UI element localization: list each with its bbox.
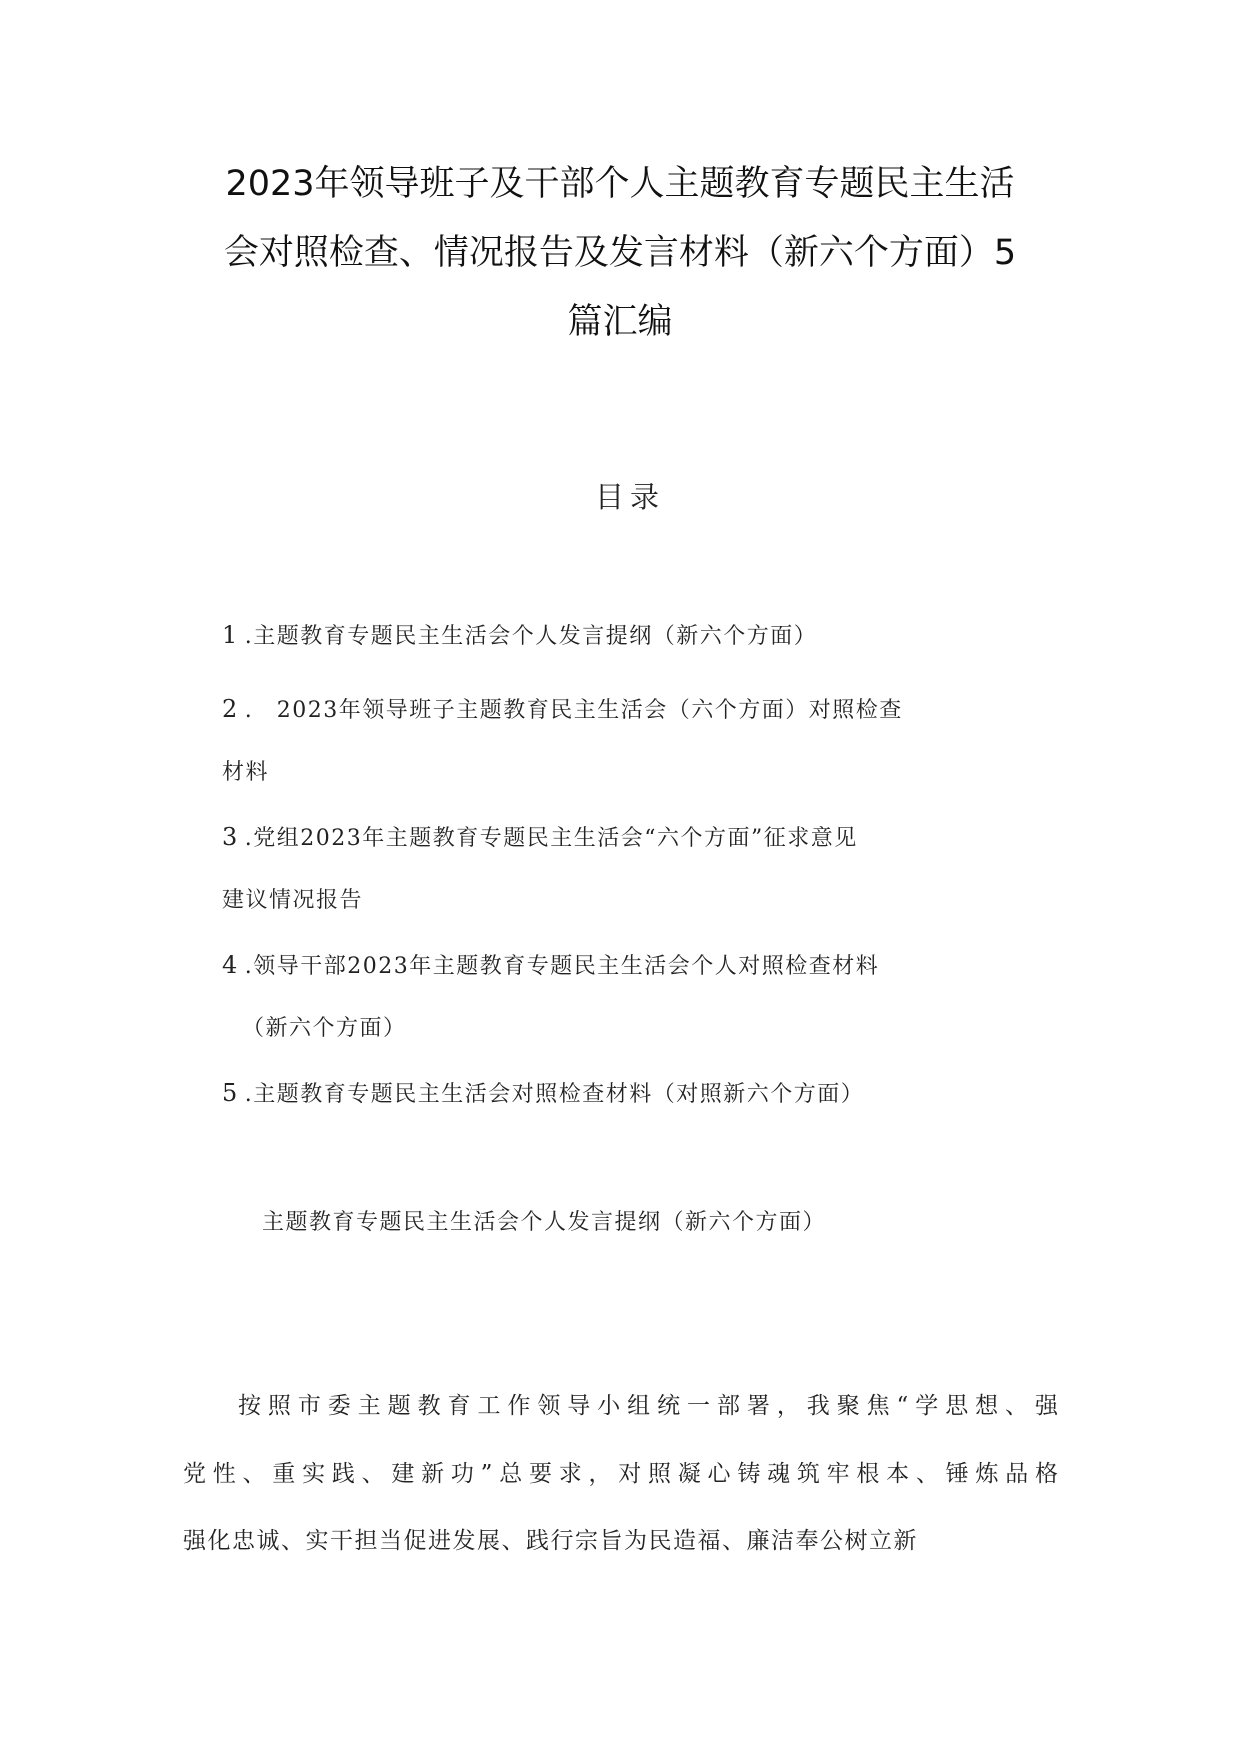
document-title xyxy=(215,150,1025,357)
toc-item-text: （新六个方面） xyxy=(242,1016,407,1041)
toc-item-text: .党组2023年主题教育专题民主生活会“六个方面”征求意见 xyxy=(244,826,858,851)
toc-item-5[interactable] xyxy=(222,1078,864,1110)
toc-item-2[interactable] xyxy=(222,694,903,726)
toc-item-1[interactable] xyxy=(222,620,817,652)
toc-item-text: .领导干部2023年主题教育专题民主生活会个人对照检查材料 xyxy=(244,954,880,979)
toc-item-4[interactable] xyxy=(222,950,879,982)
section-title: 主题教育专题民主生活会个人发言提纲（新六个方面） xyxy=(262,1210,827,1235)
body-line: 按照市委主题教育工作领导小组统一部署，我聚焦“学思想、强 xyxy=(238,1393,1058,1419)
toc-item-text: 建议情况报告 xyxy=(222,888,364,913)
toc-number: 1 xyxy=(222,621,239,649)
toc-heading: 目录 xyxy=(594,480,665,514)
title-line: 2023年领导班子及干部个人主题教育专题民主生活 xyxy=(225,164,1015,204)
toc-item-3-continued[interactable] xyxy=(222,886,363,916)
toc-item-3[interactable] xyxy=(222,822,858,854)
toc-item-text: 材料 xyxy=(222,760,270,785)
toc-number: 2 xyxy=(222,695,239,723)
toc-number: 3 xyxy=(222,823,239,851)
body-line: 党性、重实践、建新功”总要求，对照凝心铸魂筑牢根本、锤炼品格 xyxy=(183,1461,1058,1487)
toc-item-text: .主题教育专题民主生活会对照检查材料（对照新六个方面） xyxy=(244,1082,865,1107)
toc-number: 5 xyxy=(222,1079,239,1107)
title-line: 篇汇编 xyxy=(567,302,673,342)
toc-number: 4 xyxy=(222,951,239,979)
title-line: 会对照检查、情况报告及发言材料（新六个方面）5 xyxy=(223,233,1017,273)
body-line: 强化忠诚、实干担当促进发展、践行宗旨为民造福、廉洁奉公树立新 xyxy=(183,1528,918,1554)
toc-item-2-continued[interactable] xyxy=(222,758,269,788)
toc-item-4-continued[interactable] xyxy=(242,1014,407,1044)
toc-item-text: .主题教育专题民主生活会个人发言提纲（新六个方面） xyxy=(244,624,818,649)
toc-item-text: . 2023年领导班子主题教育民主生活会（六个方面）对照检查 xyxy=(244,698,903,723)
